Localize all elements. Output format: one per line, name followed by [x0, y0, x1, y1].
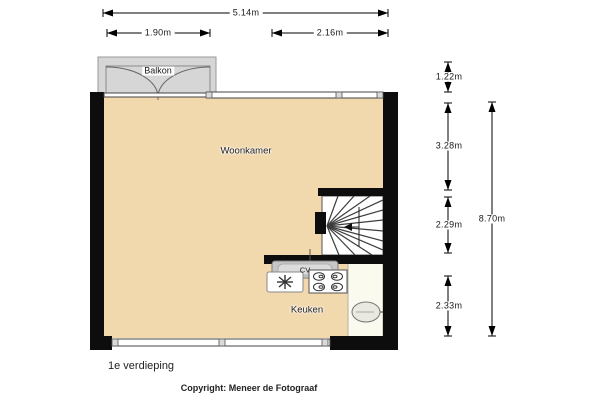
stove-icon [309, 270, 347, 293]
dimension-label-stair-depth: 2.29m [433, 221, 466, 230]
stair-newel-wall [315, 212, 326, 234]
floor-title: 1e verdieping [108, 360, 175, 372]
dimension-label-living-depth: 3.28m [433, 142, 466, 151]
cv-boiler-label: CV [299, 265, 311, 275]
dimension-label-total-width: 5.14m [230, 9, 263, 18]
kitchen-counter-area [348, 263, 387, 338]
copyright-text: Copyright: Meneer de Fotograaf [180, 383, 318, 393]
dimension-label-balcony-width: 1.90m [142, 29, 175, 38]
room-label-living-room: Woonkamer [220, 145, 272, 157]
dimension-label-total-depth: 8.70m [476, 215, 509, 224]
balcony-door-threshold [104, 93, 207, 97]
stair-top-wall [318, 188, 398, 196]
sink-icon [267, 272, 303, 292]
staircase [322, 196, 383, 255]
top-window [207, 92, 383, 98]
room-label-kitchen: Keuken [290, 304, 324, 316]
dimension-label-balcony-depth: 1.22m [433, 73, 466, 82]
dimension-label-window-width: 2.16m [314, 29, 347, 38]
room-label-balcony: Balkon [144, 65, 172, 76]
dimension-label-kitchen-depth: 2.33m [433, 302, 466, 311]
